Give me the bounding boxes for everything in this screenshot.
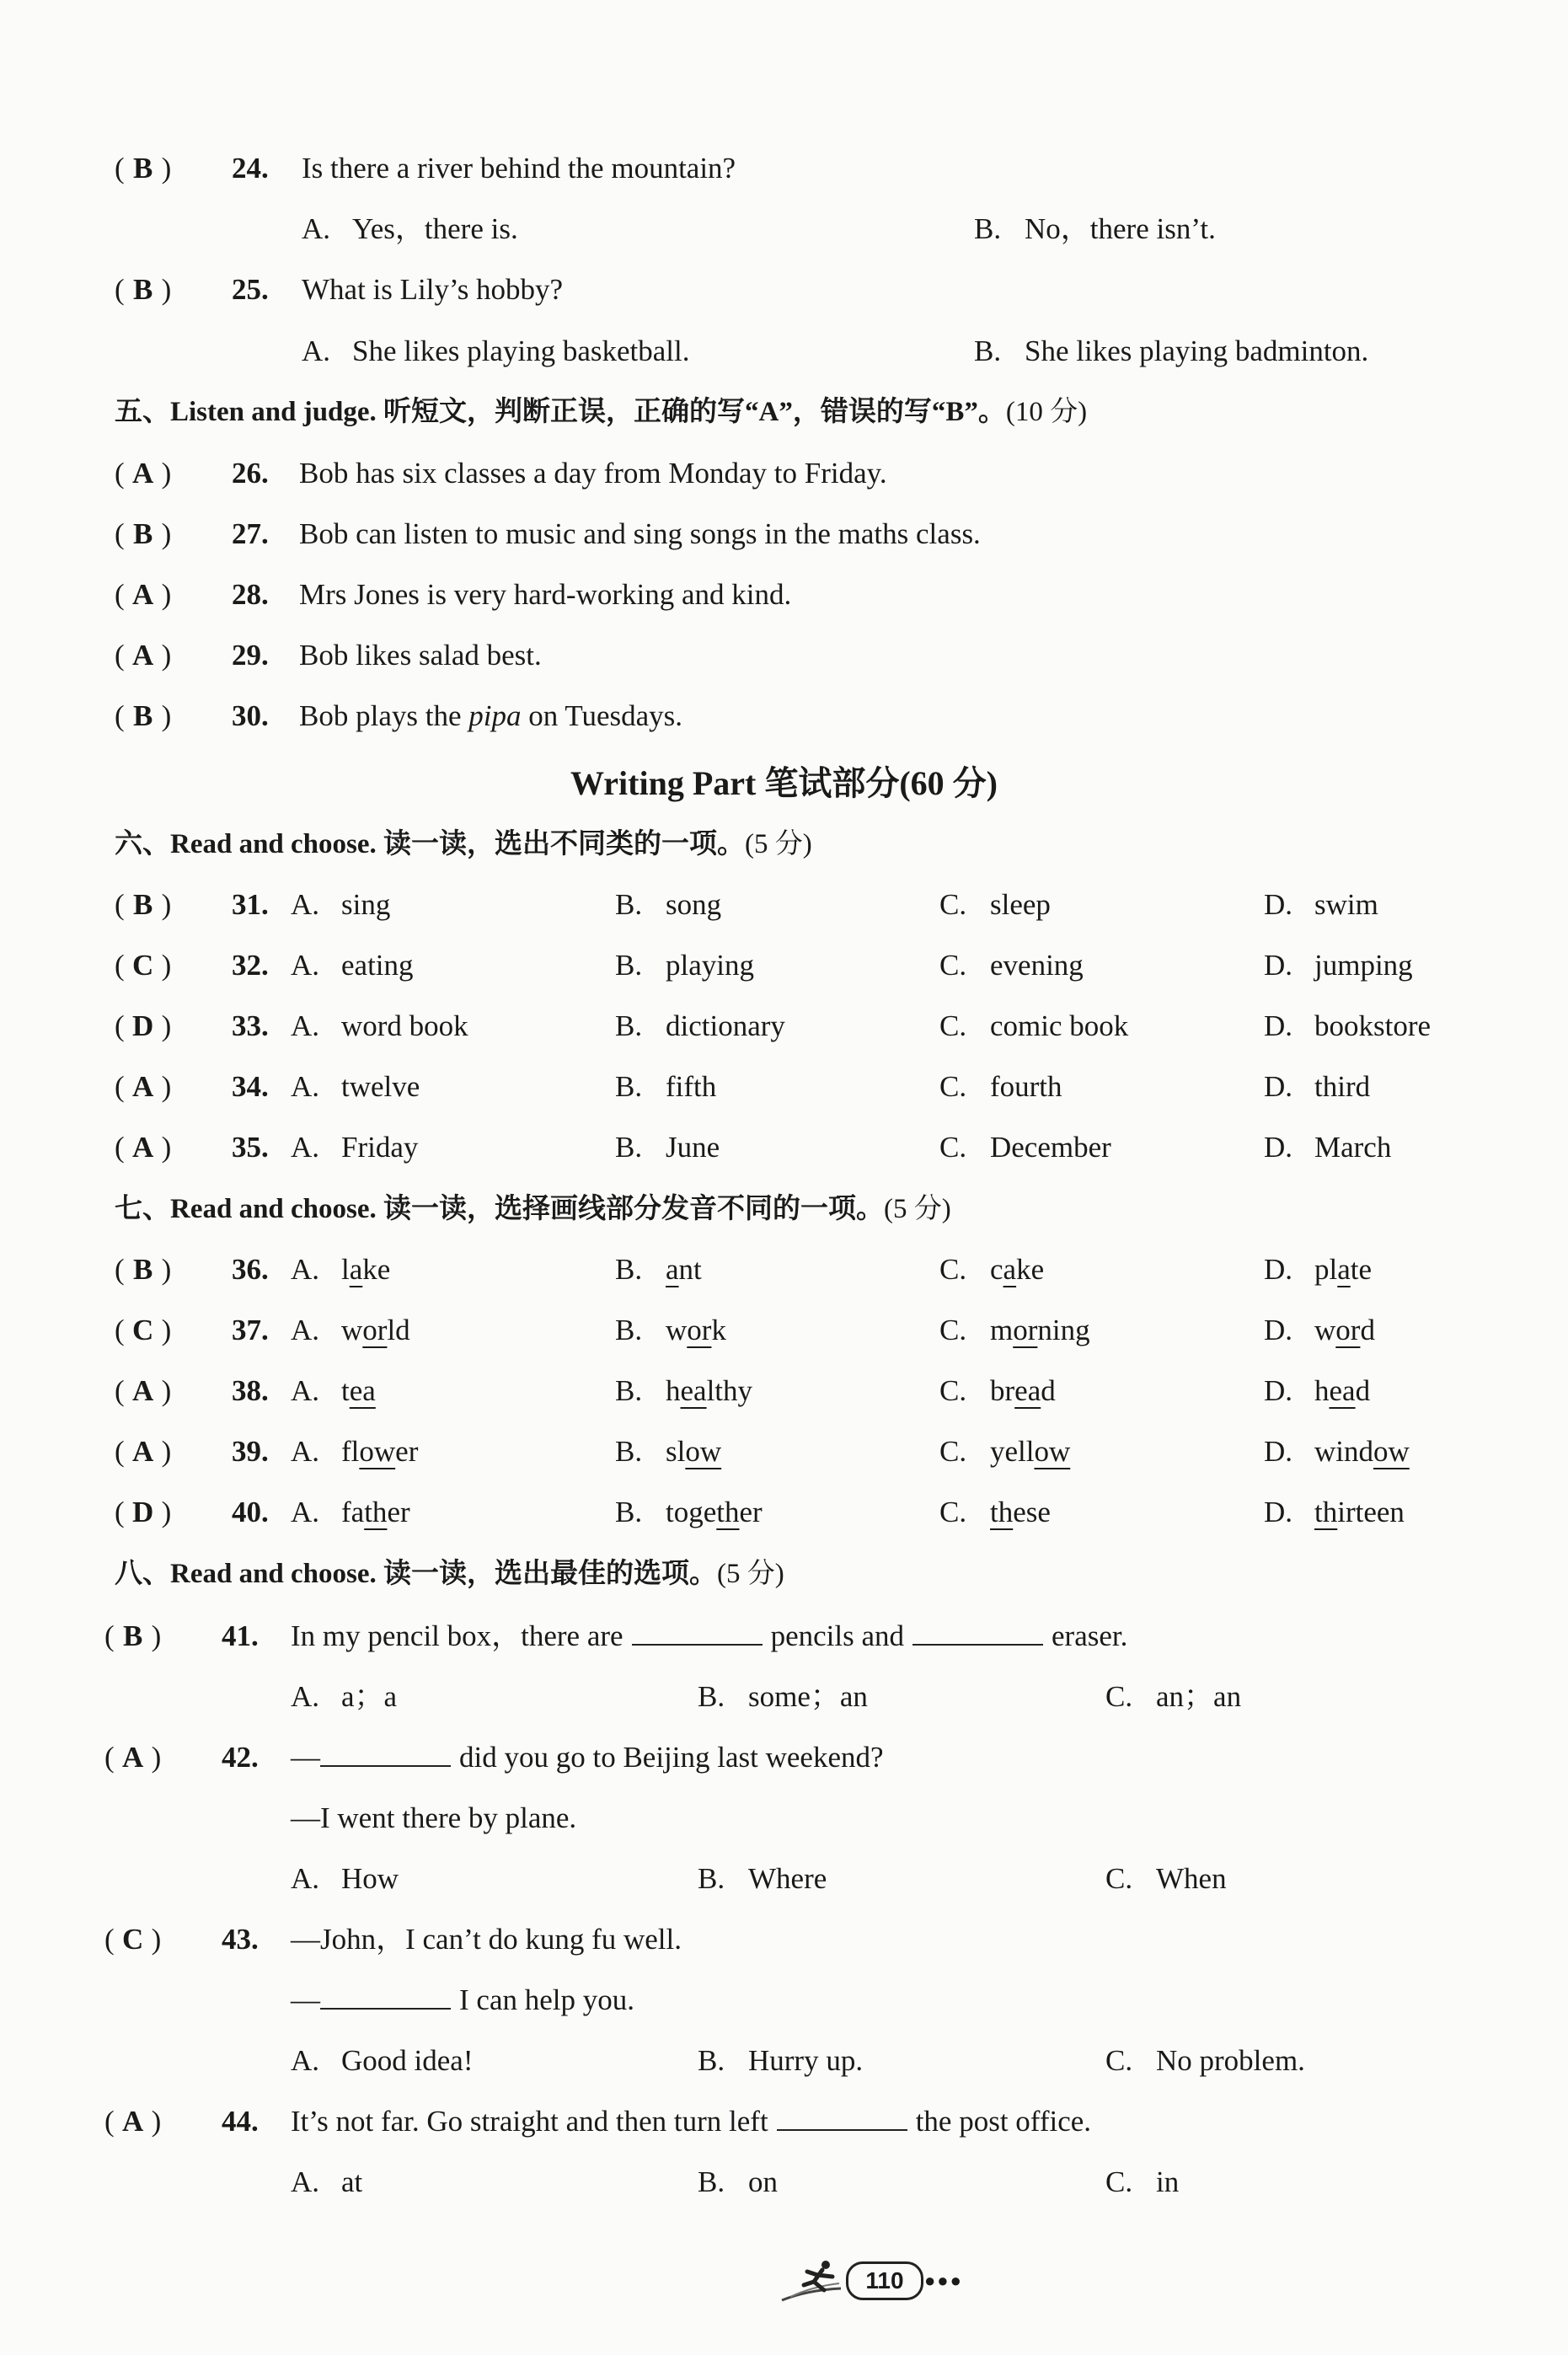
page-footer bbox=[0, 2256, 1568, 2324]
option-a: A. She likes playing basketball. bbox=[302, 335, 690, 367]
option-b: B. playing bbox=[615, 949, 754, 982]
option-b: B. healthy bbox=[615, 1374, 753, 1407]
question-number: 35. bbox=[232, 1131, 269, 1164]
answer-42: ( A ) bbox=[104, 1741, 162, 1774]
section-title-8: 八、Read and choose. 读一读，选出最佳的选项。(5 分) bbox=[115, 1559, 784, 1589]
answer-37: ( C ) bbox=[115, 1314, 172, 1346]
answer-44: ( A ) bbox=[104, 2105, 162, 2138]
option-a: A. twelve bbox=[291, 1070, 420, 1103]
answer-35: ( A ) bbox=[115, 1131, 172, 1164]
question-number: 30. bbox=[232, 699, 269, 732]
question-number: 43. bbox=[222, 1923, 259, 1956]
answer-26: ( A ) bbox=[115, 457, 172, 490]
option-d: D. third bbox=[1264, 1070, 1371, 1103]
option-b: B. slow bbox=[615, 1435, 722, 1468]
answer-29: ( A ) bbox=[115, 639, 172, 672]
option-a: A. Friday bbox=[291, 1131, 419, 1164]
question-number: 34. bbox=[232, 1070, 269, 1103]
option-a: A. eating bbox=[291, 949, 414, 982]
option-b: B. fifth bbox=[615, 1070, 717, 1103]
answer-43: ( C ) bbox=[104, 1923, 162, 1956]
option-a: A. How bbox=[291, 1862, 399, 1895]
question-number: 37. bbox=[232, 1314, 269, 1346]
answer-32: ( C ) bbox=[115, 949, 172, 982]
answer-blank bbox=[777, 2104, 907, 2131]
option-d: D. word bbox=[1264, 1314, 1375, 1346]
question-number: 38. bbox=[232, 1374, 269, 1407]
option-c: C. an；an bbox=[1105, 1680, 1242, 1713]
statement-text: Bob can listen to music and sing songs in the maths class. bbox=[299, 517, 981, 550]
option-b: B. Hurry up. bbox=[698, 2044, 864, 2077]
option-b: B. work bbox=[615, 1314, 726, 1346]
option-b: B. song bbox=[615, 888, 722, 921]
statement-text: Bob plays the pipa on Tuesdays. bbox=[299, 699, 683, 732]
dots-decoration: ●●● bbox=[924, 2270, 963, 2291]
runner-icon bbox=[773, 2256, 849, 2307]
part-title: Writing Part 笔试部分(60 分) bbox=[570, 764, 998, 802]
answer-33: ( D ) bbox=[115, 1009, 172, 1042]
option-c: C. December bbox=[939, 1131, 1111, 1164]
answer-41: ( B ) bbox=[104, 1619, 162, 1652]
question-number: 36. bbox=[232, 1253, 269, 1286]
question-number: 31. bbox=[232, 888, 269, 921]
option-c: C. fourth bbox=[939, 1070, 1062, 1103]
option-a: A. tea bbox=[291, 1374, 376, 1407]
option-b: B. Where bbox=[698, 1862, 827, 1895]
question-number: 39. bbox=[232, 1435, 269, 1468]
option-a: A. flower bbox=[291, 1435, 419, 1468]
question-text: Is there a river behind the mountain? bbox=[302, 152, 736, 185]
question-number: 27. bbox=[232, 517, 269, 550]
option-a: A. father bbox=[291, 1496, 410, 1528]
answer-blank bbox=[320, 1740, 451, 1767]
question-number: 32. bbox=[232, 949, 269, 982]
question-number: 28. bbox=[232, 578, 269, 611]
answer-blank bbox=[320, 1983, 451, 2010]
question-number: 29. bbox=[232, 639, 269, 672]
statement-text: Bob has six classes a day from Monday to Friday. bbox=[299, 457, 887, 490]
option-c: C. yellow bbox=[939, 1435, 1071, 1468]
question-text: In my pencil box，there are pencils and eraser. bbox=[291, 1619, 1128, 1652]
question-number: 41. bbox=[222, 1619, 259, 1652]
option-a: A. a；a bbox=[291, 1680, 398, 1713]
option-c: C. When bbox=[1105, 1862, 1227, 1895]
option-c: C. sleep bbox=[939, 888, 1051, 921]
section-title-6: 六、Read and choose. 读一读，选出不同类的一项。(5 分) bbox=[115, 829, 812, 859]
statement-text: Bob likes salad best. bbox=[299, 639, 542, 672]
answer-27: ( B ) bbox=[115, 517, 172, 550]
option-d: D. bookstore bbox=[1264, 1009, 1432, 1042]
option-c: C. bread bbox=[939, 1374, 1056, 1407]
option-c: C. cake bbox=[939, 1253, 1045, 1286]
answer-34: ( A ) bbox=[115, 1070, 172, 1103]
question-text-line2: — I can help you. bbox=[291, 1983, 634, 2016]
option-d: D. thirteen bbox=[1264, 1496, 1405, 1528]
option-c: C. these bbox=[939, 1496, 1051, 1528]
answer-blank bbox=[912, 1619, 1043, 1646]
option-a: A. at bbox=[291, 2165, 363, 2198]
option-b: B. She likes playing badminton. bbox=[974, 335, 1369, 367]
option-a: A. word book bbox=[291, 1009, 468, 1042]
question-number: 33. bbox=[232, 1009, 269, 1042]
option-b: B. dictionary bbox=[615, 1009, 785, 1042]
option-b: B. on bbox=[698, 2165, 778, 2198]
answer-blank bbox=[632, 1619, 763, 1646]
option-a: A. lake bbox=[291, 1253, 391, 1286]
answer-24: ( B ) bbox=[115, 152, 172, 185]
answer-28: ( A ) bbox=[115, 578, 172, 611]
option-a: A. Yes，there is. bbox=[302, 212, 518, 245]
answer-36: ( B ) bbox=[115, 1253, 172, 1286]
option-c: C. in bbox=[1105, 2165, 1180, 2198]
section-title-7: 七、Read and choose. 读一读，选择画线部分发音不同的一项。(5 分) bbox=[115, 1194, 951, 1224]
option-c: C. evening bbox=[939, 949, 1084, 982]
question-number: 42. bbox=[222, 1741, 259, 1774]
option-d: D. March bbox=[1264, 1131, 1392, 1164]
question-text-line2: —I went there by plane. bbox=[291, 1801, 577, 1834]
answer-25: ( B ) bbox=[115, 273, 172, 306]
question-number: 40. bbox=[232, 1496, 269, 1528]
question-text: What is Lily’s hobby? bbox=[302, 273, 564, 306]
option-a: A. Good idea! bbox=[291, 2044, 474, 2077]
question-number: 25. bbox=[232, 273, 269, 306]
answer-40: ( D ) bbox=[115, 1496, 172, 1528]
option-a: A. sing bbox=[291, 888, 391, 921]
option-d: D. swim bbox=[1264, 888, 1378, 921]
answer-30: ( B ) bbox=[115, 699, 172, 732]
statement-text: Mrs Jones is very hard-working and kind. bbox=[299, 578, 792, 611]
answer-31: ( B ) bbox=[115, 888, 172, 921]
option-b: B. June bbox=[615, 1131, 720, 1164]
section-title-5: 五、Listen and judge. 听短文，判断正误，正确的写“A”，错误的写“B”。(10 分) bbox=[115, 397, 1088, 427]
option-b: B. ant bbox=[615, 1253, 702, 1286]
option-c: C. No problem. bbox=[1105, 2044, 1305, 2077]
question-number: 24. bbox=[232, 152, 269, 185]
page-number: 110 bbox=[846, 2261, 923, 2300]
option-c: C. comic book bbox=[939, 1009, 1129, 1042]
question-text: — did you go to Beijing last weekend? bbox=[291, 1741, 884, 1774]
option-d: D. head bbox=[1264, 1374, 1371, 1407]
question-number: 44. bbox=[222, 2105, 259, 2138]
option-d: D. window bbox=[1264, 1435, 1410, 1468]
question-number: 26. bbox=[232, 457, 269, 490]
option-d: D. plate bbox=[1264, 1253, 1373, 1286]
option-c: C. morning bbox=[939, 1314, 1090, 1346]
question-text: —John，I can’t do kung fu well. bbox=[291, 1923, 682, 1956]
answer-38: ( A ) bbox=[115, 1374, 172, 1407]
question-text: It’s not far. Go straight and then turn left the post office. bbox=[291, 2105, 1092, 2138]
option-a: A. world bbox=[291, 1314, 410, 1346]
option-d: D. jumping bbox=[1264, 949, 1413, 982]
option-b: B. some；an bbox=[698, 1680, 868, 1713]
option-b: B. No，there isn’t. bbox=[974, 212, 1216, 245]
answer-39: ( A ) bbox=[115, 1435, 172, 1468]
option-b: B. together bbox=[615, 1496, 763, 1528]
